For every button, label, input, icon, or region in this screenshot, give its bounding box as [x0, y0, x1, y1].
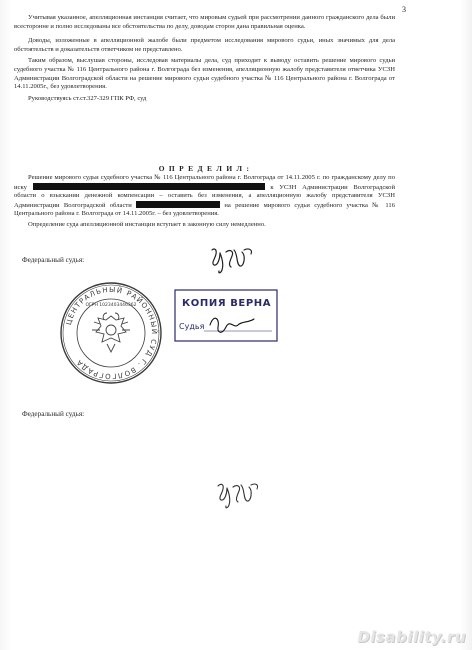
ruling-part-2: к УСЗН Администрации Волгоградской области о взыскании денежной компенсации – оставить без изменения, а апелляционную жалобу представителя УСЗН Администрации Волгоградской области: [14, 183, 395, 209]
paragraph-3: Таким образом, выслушав стороны, исследовав материалы дела, суд приходит к выводу оставить решение мирового судьи судебного участка № 116 Центрального района г. Волгограда без изменения, апелляционную жалобу представителя ответчика УСЗН Администрации Волгоградской области на решение мирового судьи судебного участка № 116 Центрального района г. Волгограда от 14.11.2005г., без удовлетворения.: [14, 57, 395, 91]
signature-bottom: [214, 478, 262, 512]
redacted-name: [33, 183, 265, 190]
copy-stamp-title: КОПИЯ ВЕРНА: [182, 298, 272, 309]
copy-stamp-frame: [174, 289, 278, 342]
ruling-text: [14, 174, 395, 230]
paragraph-4: Руководствуясь ст.ст.327-329 ГПК РФ, суд: [28, 94, 147, 102]
court-seal: [58, 280, 164, 386]
judge-label-bottom: Федеральный судья:: [22, 410, 85, 418]
ruling-part-1: Решение мирового судьи судебного участка № 116 Центрального района г. Волгограда от 14.11.2005 г. по гражданскому делу по иску: [14, 174, 395, 191]
paragraph-1: Учитывая указанное, апелляционная инстанция считает, что мировым судьей при рассмотрении данного гражданского дела были всесторонне и полно исследованы все обстоятельства по делу, доводам сторон дана правильная оценка.: [14, 14, 395, 30]
copy-stamp-judge-label: Судья: [179, 322, 205, 331]
watermark: Disability.ru: [357, 628, 466, 646]
seal-ring-text: ЦЕНТРАЛЬНЫЙ РАЙОННЫЙ СУД Г. ВОЛГОГРАДА: [64, 285, 159, 381]
copy-stamp: [174, 289, 278, 342]
signature-top: [208, 244, 258, 278]
redacted-representative: [136, 201, 220, 208]
effective-line: Определение суда апелляционной инстанции вступает в законную силу немедленно.: [28, 220, 266, 228]
copy-stamp-signature: [210, 318, 254, 332]
judge-label-top: Федеральный судья:: [22, 256, 85, 264]
seal-inner-line: ОГРН 1023403446362: [85, 303, 137, 308]
body-text: [14, 14, 395, 103]
page-number: 3: [402, 5, 406, 14]
ruling-part-3: на решение мирового судьи судебного участка № 116 Центрального района г. Волгограда от 14.11.2005г. – без удовлетворения.: [14, 201, 395, 218]
ruling-heading: О П Р Е Д Е Л И Л :: [158, 164, 251, 173]
paragraph-2: Доводы, изложенные в апелляционной жалобе были предметом исследования мирового судьи, иных значимых для дела обстоятельств и доказательств ответчиком не представлено.: [14, 37, 395, 53]
